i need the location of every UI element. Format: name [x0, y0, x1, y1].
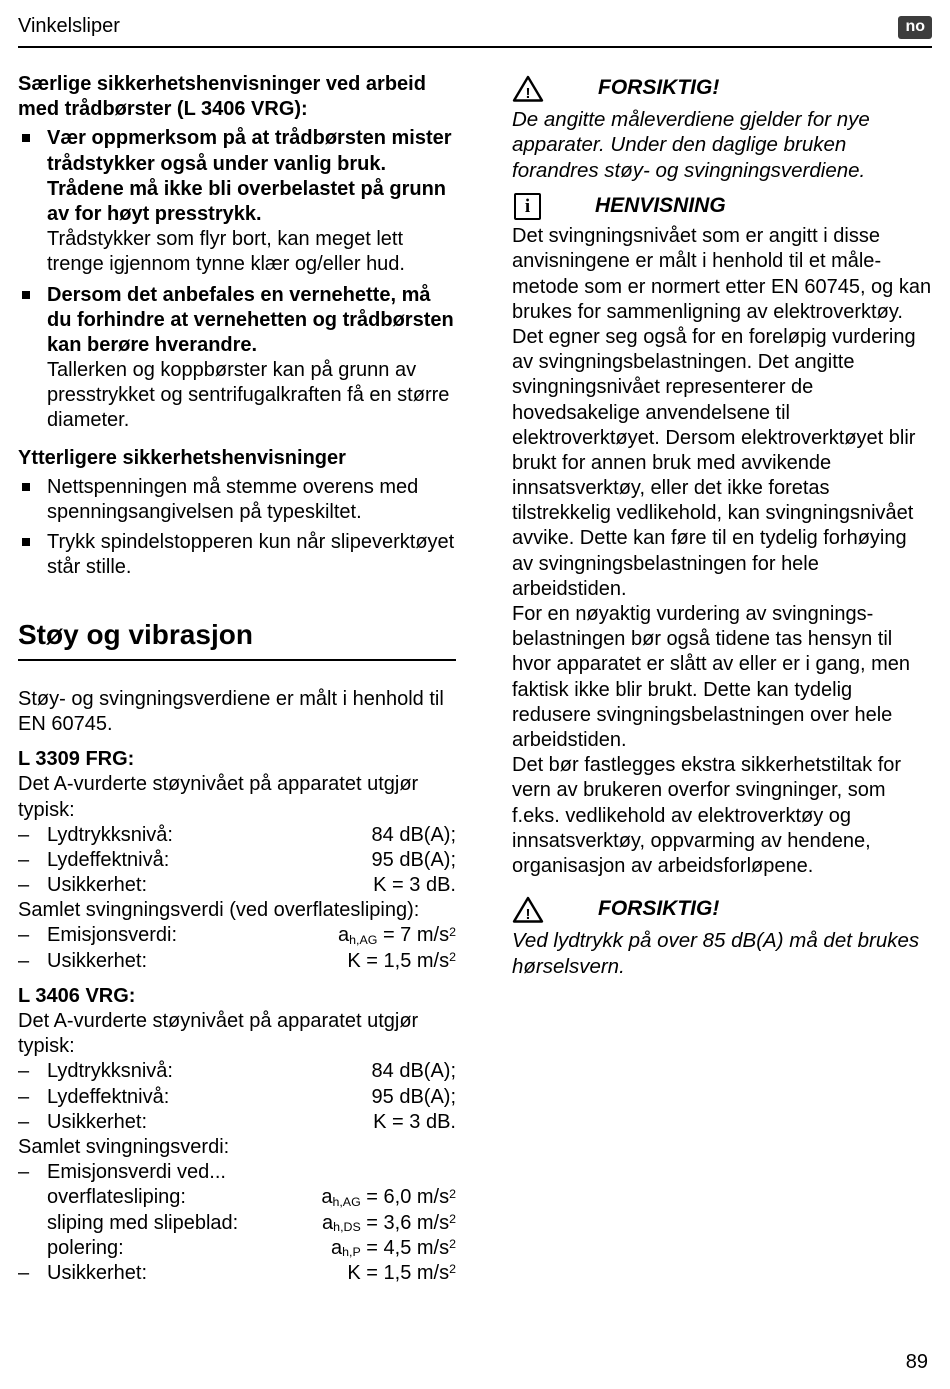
caution-body: De angitte måleverdiene gjelder for nye apparater. Under den daglige bruken forandres støy- og svingningsverdiene.	[512, 108, 870, 182]
measurement-row	[18, 1261, 456, 1286]
bullet-regular-text: Tallerken og koppbørster kan på grunn av presstrykket og sentrifugalkraften få en større diameter.	[47, 359, 450, 432]
caution-header	[512, 74, 932, 103]
row-value: $a_{h,AG} = 7$ $m/s^2$	[338, 924, 456, 948]
warning-triangle-icon	[512, 74, 544, 103]
measurement-row	[18, 1236, 456, 1261]
row-value: $a_{h,P} = 4,5$ $m/s^2$	[330, 1236, 456, 1260]
vibration-heading: Samlet svingningsverdi:	[18, 1135, 230, 1158]
info-icon: i	[514, 193, 541, 220]
row-dash: –	[18, 848, 30, 871]
row-dash: –	[18, 1110, 30, 1133]
row-label: Emisjonsverdi:	[47, 924, 178, 947]
note-paragraph: Det bør fastlegges ekstra sikkerhetstiltak for vern av brukeren overfor svingninger, som f.eks. vedlikehold av elektroverktøy og innsatsverktøy, oppvarming av hendene, organisasjon av arbeidsforløpene.	[512, 754, 902, 877]
bullet-bold-text: Vær oppmerksom på at trådbørsten mister trådstykker også under vanlig bruk. Trådene må ikke bli overbelastet på grunn av for høyt presstrykk.	[47, 127, 452, 225]
row-value: K = 3 dB.	[373, 1110, 456, 1133]
bullet-square-icon	[22, 134, 30, 142]
model-intro: Det A-vurderte støynivået på apparatet utgjør typisk:	[18, 773, 419, 821]
measurement-row	[18, 1185, 456, 1210]
row-value: K = 1,5 $m/s^2$	[347, 949, 456, 972]
caution-body: Ved lydtrykk på over 85 dB(A) må det brukes hørselsvern.	[512, 929, 920, 978]
row-value: 95 dB(A);	[371, 848, 456, 871]
measurement-row	[18, 1085, 456, 1110]
measurement-row	[18, 848, 456, 873]
caution-header	[512, 895, 932, 924]
note-header	[512, 193, 932, 220]
page-header	[18, 12, 932, 42]
row-dash: –	[18, 949, 30, 972]
vibration-heading: Samlet svingningsverdi (ved overflatesliping):	[18, 899, 420, 922]
left-column	[18, 72, 456, 1286]
bullet-item	[18, 530, 456, 580]
row-dash: –	[18, 1261, 30, 1284]
row-value: $a_{h,DS} = 3,6$ $m/s^2$	[322, 1211, 456, 1235]
note-paragraph: For en nøyaktig vurdering av svingningsbelastningen bør også tidene tas hensyn til hvor apparatet er slått av eller er i gang, men faktisk ikke blir brukt. Dette kan tydelig redusere svingningsbelastningen over hele arbeidstiden.	[512, 603, 910, 751]
row-value: 84 dB(A);	[371, 823, 456, 846]
row-dash: –	[18, 1085, 30, 1108]
bullet-square-icon	[22, 538, 30, 546]
row-value: 95 dB(A);	[371, 1085, 456, 1108]
bullet-regular-text: Trådstykker som flyr bort, kan meget lett trenge igjennom tynne klær og/eller hud.	[47, 228, 405, 276]
row-value: $a_{h,AG} = 6,0$ $m/s^2$	[321, 1186, 456, 1210]
row-label: sliping med slipeblad:	[47, 1211, 239, 1234]
row-dash: –	[18, 1161, 30, 1184]
row-dash: –	[18, 823, 30, 846]
warning-triangle-icon	[512, 895, 544, 924]
caution-title: FORSIKTIG!	[598, 76, 720, 100]
header-rule	[18, 46, 932, 48]
measurement-row	[18, 1160, 456, 1185]
row-dash: –	[18, 874, 30, 897]
row-value: K = 3 dB.	[373, 874, 456, 897]
model-intro: Det A-vurderte støynivået på apparatet utgjør typisk:	[18, 1010, 419, 1058]
row-label: Lydtrykksnivå:	[47, 823, 173, 846]
model-name: L 3406 VRG:	[18, 984, 136, 1007]
measurement-row	[18, 873, 456, 898]
bullet-text	[47, 283, 456, 434]
bullet-text	[47, 126, 456, 277]
doc-title: Vinkelsliper	[18, 15, 120, 38]
row-label: Usikkerhet:	[47, 1261, 148, 1284]
caution-title: FORSIKTIG!	[598, 897, 720, 921]
section-rule	[18, 659, 456, 661]
row-label: Lydtrykksnivå:	[47, 1060, 173, 1083]
svg-text:!: !	[525, 906, 531, 924]
row-label: Usikkerhet:	[47, 874, 148, 897]
measurement-row	[18, 949, 456, 974]
row-label: Usikkerhet:	[47, 1110, 148, 1133]
bullet-regular-text: Trykk spindelstopperen kun når slipeverktøyet står stille.	[47, 531, 455, 579]
row-label: Emisjonsverdi ved...	[47, 1161, 226, 1184]
row-dash: –	[18, 1060, 30, 1083]
row-value: K = 1,5 $m/s^2$	[347, 1261, 456, 1284]
row-label: Usikkerhet:	[47, 949, 148, 972]
bullet-item	[18, 475, 456, 525]
section-heading-wire-brushes: Særlige sikkerhetshenvisninger ved arbeid med trådbørster (L 3406 VRG):	[18, 73, 426, 121]
note-paragraph: Det svingningsnivået som er angitt i disse anvisningene er målt i henhold til et målemetode som er normert etter EN 60745, og kan brukes for sammenligning av elektroverktøy. Det egner seg også for en foreløpig vurdering av svingningsbelastningen. Det angitte svingningsnivået representerer de hovedsakelige anvendelsene til elektroverktøyet. Dersom elektroverktøyet blir brukt for annen bruk med avvikende innsatsverktøy, eller det ikke foretas tilstrekkelig vedlikehold, kan svingningsnivået avvike. Dette kan føre til en tydelig forhøying av svingningsbelastningen for hele arbeidstiden.	[512, 225, 932, 600]
bullet-item	[18, 283, 456, 434]
measurement-row	[18, 923, 456, 948]
measurement-row	[18, 1059, 456, 1084]
row-label: Lydeffektnivå:	[47, 1085, 170, 1108]
note-title: HENVISNING	[595, 194, 726, 218]
content-columns	[18, 72, 932, 1286]
row-label: Lydeffektnivå:	[47, 848, 170, 871]
section-heading-additional-safety: Ytterligere sikkerhetshenvisninger	[18, 446, 346, 469]
language-badge: no	[898, 16, 932, 39]
measurement-row	[18, 823, 456, 848]
page-number: 89	[905, 1350, 928, 1373]
model-name: L 3309 FRG:	[18, 748, 135, 771]
measurement-row	[18, 1110, 456, 1135]
row-value: 84 dB(A);	[371, 1060, 456, 1083]
bullet-item	[18, 126, 456, 277]
noise-intro: Støy- og svingningsverdiene er målt i henhold til EN 60745.	[18, 687, 444, 735]
bullet-bold-text: Dersom det anbefales en vernehette, må du forhindre at vernehetten og trådbørsten kan berøre hverandre.	[47, 283, 454, 356]
bullet-square-icon	[22, 483, 30, 491]
section-title-noise-vibration: Støy og vibrasjon	[18, 618, 253, 650]
bullet-square-icon	[22, 291, 30, 299]
row-dash: –	[18, 924, 30, 947]
right-column	[512, 72, 932, 1286]
measurement-row	[18, 1211, 456, 1236]
row-label: polering:	[47, 1236, 124, 1259]
row-label: overflatesliping:	[47, 1186, 186, 1209]
bullet-regular-text: Nettspenningen må stemme overens med spenningsangivelsen på typeskiltet.	[47, 475, 419, 523]
svg-text:!: !	[525, 85, 531, 102]
